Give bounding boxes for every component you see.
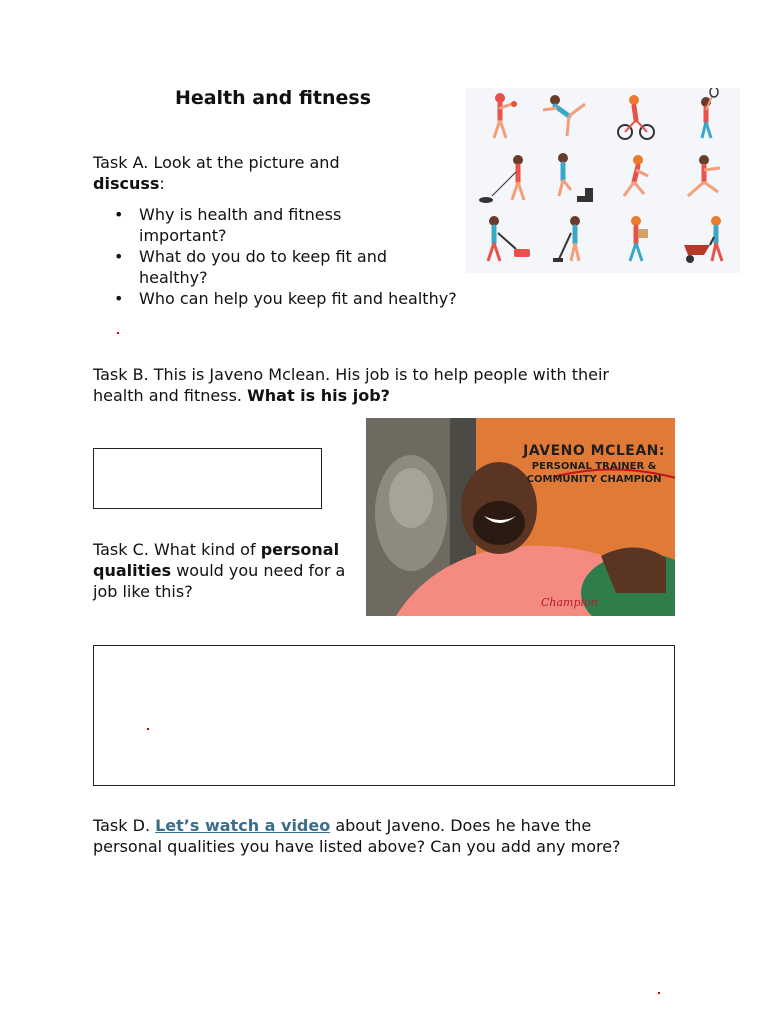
photo-role-line2: COMMUNITY CHAMPION	[526, 474, 662, 485]
task-b-bold: What is his job?	[247, 386, 390, 405]
carrying-box-icon	[630, 216, 648, 261]
lunge-icon	[688, 155, 720, 196]
photo-role-line1: PERSONAL TRAINER &	[531, 461, 657, 472]
photo-caption	[523, 442, 665, 486]
question-text: Who can help you keep fit and healthy?	[139, 289, 457, 308]
question-text: Why is health and fitness important?	[139, 205, 342, 245]
task-c-prefix: Task C. What kind of	[93, 540, 261, 559]
task-d-suffix: about Javeno. Does he have the personal qualities you have listed above? Can you add any more?	[93, 816, 621, 856]
task-a-instruction	[93, 152, 393, 194]
stair-climbing-icon	[558, 153, 593, 202]
page-title: Health and fitness	[174, 87, 372, 109]
javeno-photo	[366, 418, 675, 616]
boxing-icon	[494, 93, 517, 138]
activities-illustration	[466, 88, 740, 273]
annotation-dot	[117, 332, 119, 334]
task-a-bold: discuss	[93, 174, 160, 193]
qualities-answer-box[interactable]	[93, 645, 675, 786]
task-d-prefix: Task D.	[93, 816, 156, 835]
task-a-questions	[93, 204, 503, 309]
task-b-prefix: Task B. This is Javeno Mclean. His job is to help people with their health and fitness.	[93, 365, 609, 405]
task-d-instruction	[93, 815, 663, 857]
task-a-prefix: Task A. Look at the picture and	[93, 153, 340, 172]
lawn-mowing-icon	[488, 216, 530, 261]
question-1	[93, 204, 389, 246]
question-2	[93, 246, 429, 288]
annotation-dot	[658, 992, 660, 994]
annotation-dot	[147, 728, 149, 730]
activities-grid	[466, 88, 740, 273]
svg-text:Champion: Champion	[541, 596, 598, 609]
task-c-suffix: would you need for a job like this?	[93, 561, 346, 601]
task-c-bold: personal qualities	[93, 540, 340, 580]
video-link[interactable]: Let’s watch a video	[155, 816, 331, 835]
task-a-suffix: :	[159, 174, 165, 193]
running-icon	[624, 155, 648, 196]
cycling-icon	[618, 95, 654, 139]
tennis-icon	[701, 88, 718, 138]
question-3	[93, 288, 559, 309]
question-text: What do you do to keep fit and healthy?	[139, 247, 387, 287]
job-answer-box[interactable]	[93, 448, 322, 509]
yoga-icon	[543, 95, 585, 136]
task-a	[93, 152, 503, 309]
wheelbarrow-icon	[684, 216, 722, 263]
photo-name: JAVENO MCLEAN:	[523, 443, 665, 459]
dog-walking-icon	[479, 155, 524, 203]
task-b-instruction	[93, 364, 663, 406]
vacuuming-icon	[553, 216, 580, 262]
task-c-instruction	[93, 539, 355, 602]
